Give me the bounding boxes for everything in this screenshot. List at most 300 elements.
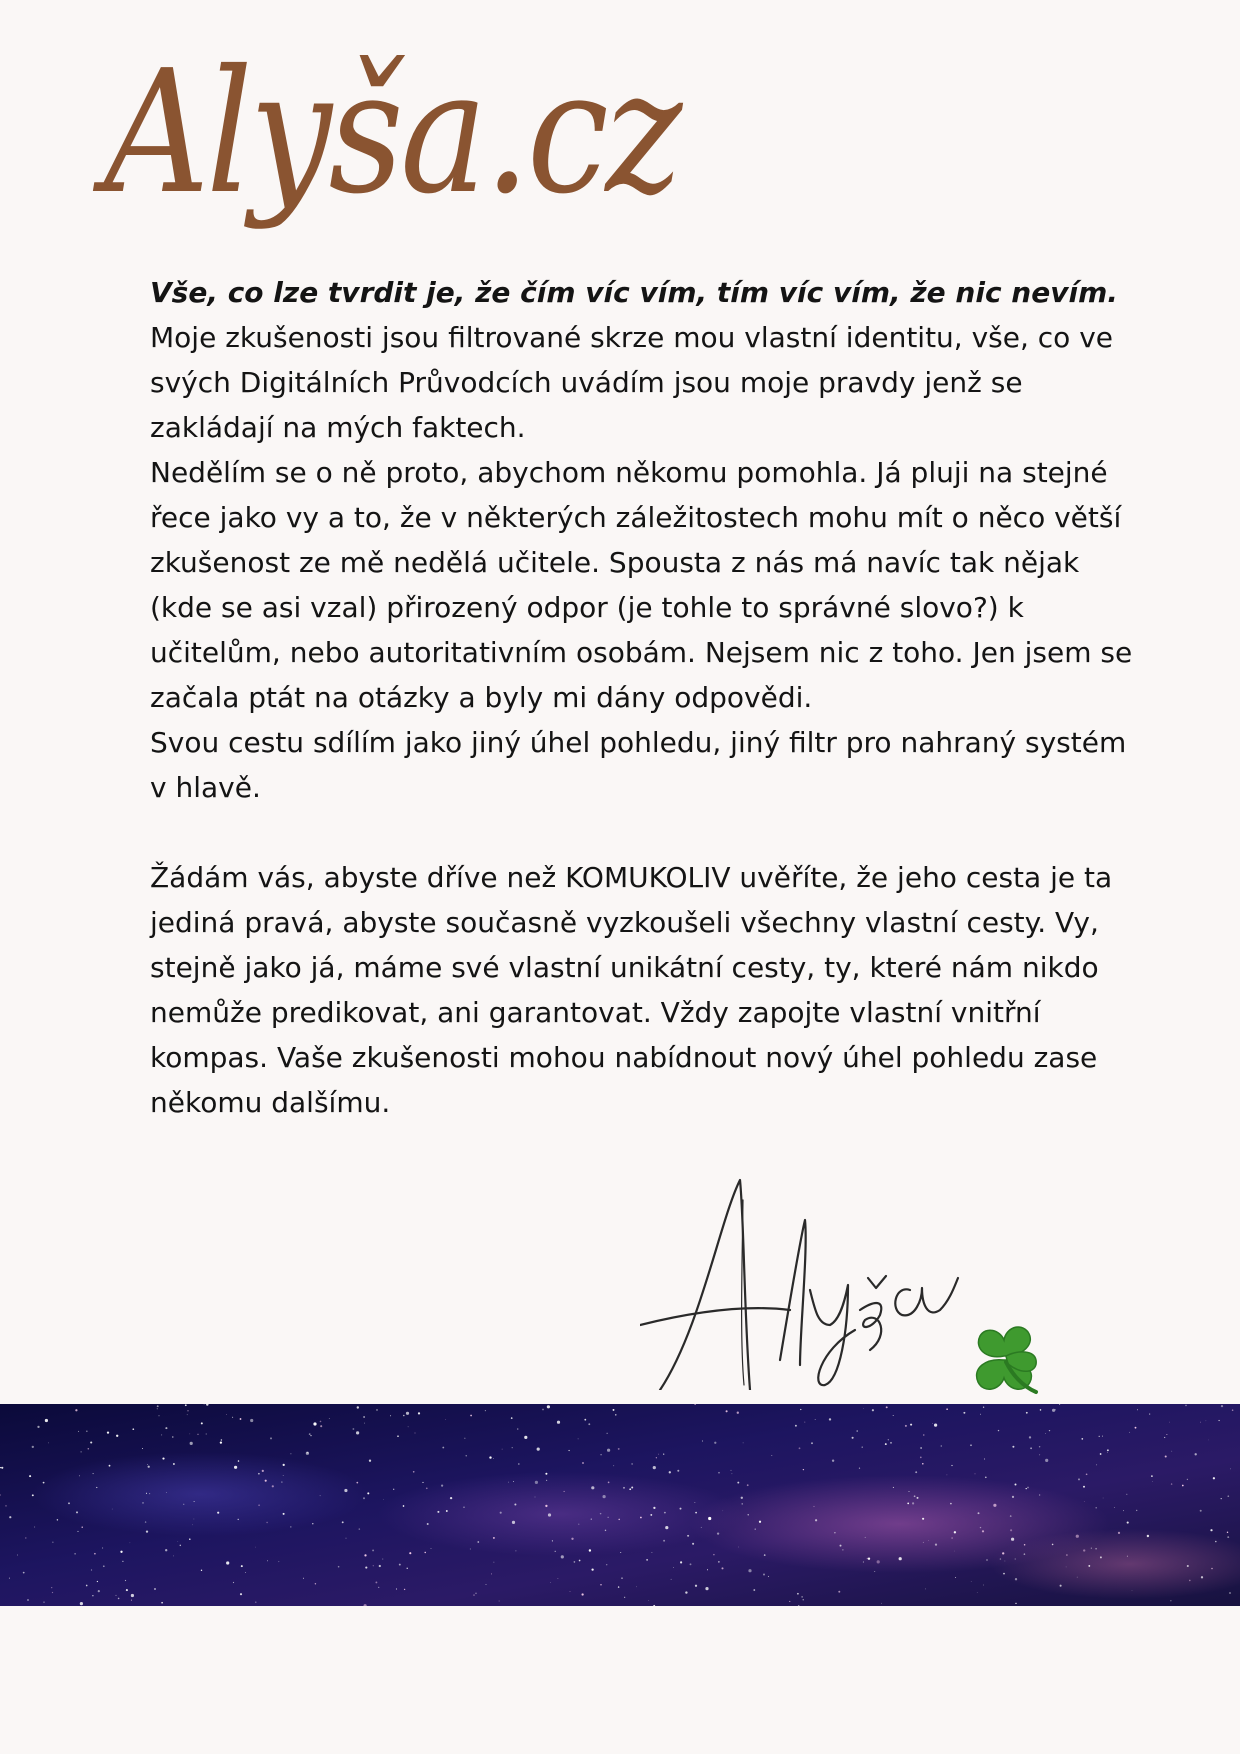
star <box>1040 1409 1042 1411</box>
star <box>1 1467 3 1469</box>
star <box>23 1572 25 1574</box>
star <box>76 1511 78 1513</box>
star <box>1012 1496 1014 1498</box>
star <box>1218 1420 1219 1421</box>
star <box>1011 1538 1014 1541</box>
star <box>872 1409 874 1411</box>
star <box>1096 1465 1097 1466</box>
star <box>714 1442 716 1444</box>
star <box>418 1412 420 1414</box>
star <box>1066 1567 1067 1568</box>
star <box>92 1595 93 1596</box>
star <box>192 1524 193 1525</box>
star <box>653 1466 656 1469</box>
star <box>130 1542 131 1543</box>
star <box>578 1438 579 1439</box>
galaxy-banner <box>0 1404 1240 1606</box>
star <box>396 1588 397 1589</box>
star <box>74 1553 76 1555</box>
star <box>177 1541 178 1542</box>
star <box>320 1425 322 1427</box>
star <box>132 1428 134 1430</box>
star <box>708 1517 711 1520</box>
star <box>307 1452 308 1453</box>
star <box>512 1521 515 1524</box>
star <box>37 1426 39 1428</box>
star <box>713 1554 715 1556</box>
star <box>537 1448 540 1451</box>
star <box>950 1503 952 1505</box>
star <box>798 1605 800 1606</box>
star <box>75 1409 77 1411</box>
star <box>581 1593 583 1595</box>
star <box>189 1434 190 1435</box>
star <box>426 1487 428 1489</box>
star <box>201 1570 202 1571</box>
star <box>801 1596 802 1597</box>
star <box>1213 1477 1215 1479</box>
star <box>315 1583 316 1584</box>
star <box>194 1501 195 1502</box>
star <box>970 1444 972 1446</box>
star <box>738 1547 739 1548</box>
star <box>157 1408 158 1409</box>
star <box>1076 1535 1079 1538</box>
star <box>514 1503 516 1505</box>
star <box>283 1475 284 1476</box>
star <box>142 1502 144 1504</box>
star <box>1171 1451 1172 1452</box>
star <box>217 1512 219 1514</box>
star <box>226 1414 227 1415</box>
star <box>983 1585 984 1586</box>
star <box>375 1581 377 1583</box>
star <box>364 1604 367 1606</box>
star <box>278 1561 279 1562</box>
star <box>886 1406 888 1408</box>
star <box>148 1466 150 1468</box>
star <box>1107 1452 1108 1453</box>
star <box>1169 1422 1170 1423</box>
star <box>88 1448 90 1450</box>
star <box>665 1526 668 1529</box>
star <box>1088 1565 1090 1567</box>
star <box>1095 1507 1097 1509</box>
star <box>0 1467 1 1468</box>
spacer <box>150 810 1150 855</box>
star <box>600 1584 601 1585</box>
star <box>1147 1535 1149 1537</box>
star <box>166 1492 167 1493</box>
star <box>29 1475 31 1477</box>
star <box>27 1599 29 1601</box>
star <box>863 1561 864 1562</box>
star <box>312 1523 313 1524</box>
paragraph: Moje zkušenosti jsou filtrované skrze mou vlastní identitu, vše, co ve svých Digitálních Průvodcích uvádím jsou moje pravdy jenž se zakládají na mých faktech. <box>150 321 1114 444</box>
star <box>1002 1552 1004 1554</box>
star <box>1221 1405 1223 1407</box>
star <box>424 1552 425 1553</box>
star <box>383 1499 384 1500</box>
star <box>1118 1532 1120 1534</box>
star <box>934 1424 937 1427</box>
star <box>120 1551 122 1553</box>
star <box>508 1482 509 1483</box>
star <box>589 1549 591 1551</box>
star <box>1100 1556 1102 1558</box>
star <box>493 1562 494 1563</box>
star <box>885 1443 887 1445</box>
star <box>571 1538 573 1540</box>
star <box>951 1537 953 1539</box>
star <box>238 1519 239 1520</box>
star <box>867 1558 869 1560</box>
star <box>320 1495 321 1496</box>
star <box>52 1592 53 1593</box>
star <box>1049 1430 1050 1431</box>
star <box>197 1434 198 1435</box>
star <box>582 1462 584 1464</box>
star <box>221 1439 222 1440</box>
star <box>172 1436 173 1437</box>
star <box>579 1560 581 1562</box>
star <box>852 1437 854 1439</box>
star <box>116 1595 117 1596</box>
star <box>250 1419 253 1422</box>
paragraph: Nedělím se o ně proto, abychom někomu pomohla. Já pluji na stejné řece jako vy a to, že v některých záležitostech mohu mít o něco větší zkušenost ze mě nedělá učitele. Spousta z nás má navíc tak nějak (kde se asi vzal) přirozený odpor (je tohle to správné slovo?) k učitelům, nebo autoritativním osobám. Nejsem nic z toho. Jen jsem se začala ptát na otázky a byly mi dány odpovědi. <box>150 456 1133 714</box>
star <box>978 1512 980 1514</box>
star <box>1052 1409 1055 1412</box>
star <box>1208 1440 1209 1441</box>
star <box>1227 1495 1229 1497</box>
star <box>414 1432 415 1433</box>
star <box>542 1409 544 1411</box>
star <box>613 1409 615 1411</box>
star <box>932 1423 933 1424</box>
star <box>290 1453 291 1454</box>
star <box>862 1446 863 1447</box>
star <box>51 1587 52 1588</box>
star <box>687 1535 689 1537</box>
star <box>608 1482 610 1484</box>
star <box>624 1597 625 1598</box>
star <box>131 1600 132 1601</box>
star <box>397 1435 399 1437</box>
star <box>1232 1409 1234 1411</box>
star <box>578 1524 579 1525</box>
star <box>489 1456 491 1458</box>
star <box>1052 1544 1054 1546</box>
star <box>97 1581 98 1582</box>
star <box>404 1589 405 1590</box>
star <box>651 1552 652 1553</box>
star <box>5 1505 6 1506</box>
star <box>303 1578 304 1579</box>
star <box>1170 1600 1171 1601</box>
star <box>1084 1501 1085 1502</box>
star <box>1229 1592 1231 1594</box>
star <box>673 1567 674 1568</box>
star <box>893 1415 894 1416</box>
star <box>1137 1409 1138 1410</box>
star <box>204 1404 205 1405</box>
star <box>180 1545 181 1546</box>
star <box>983 1407 984 1408</box>
star <box>743 1443 744 1444</box>
star <box>364 1554 366 1556</box>
star <box>409 1552 411 1554</box>
star <box>1027 1487 1029 1489</box>
star <box>570 1591 571 1592</box>
star <box>1010 1515 1012 1517</box>
star <box>941 1445 942 1446</box>
star <box>77 1531 78 1532</box>
star <box>161 1602 163 1604</box>
star <box>1230 1469 1231 1470</box>
star <box>881 1603 882 1604</box>
star <box>677 1470 679 1472</box>
star <box>608 1517 609 1518</box>
star <box>915 1471 917 1473</box>
star <box>1103 1498 1104 1499</box>
paragraph: Žádám vás, abyste dříve než KOMUKOLIV uvěříte, že jeho cesta je ta jediná pravá, abyste současně vyzkoušeli všechny vlastní cesty. Vy, stejně jako já, máme své vlastní unikátní cesty, ty, které nám nikdo nemůže predikovat, ani garantovat. Vždy zapojte vlastní vnitřní kompas. Vaše zkušenosti mohou nabídnout nový úhel pohledu zase někomu dalšímu. <box>150 861 1113 1119</box>
star <box>648 1600 649 1601</box>
star <box>90 1441 92 1443</box>
star <box>564 1491 565 1492</box>
star <box>464 1438 465 1439</box>
star <box>379 1565 381 1567</box>
star <box>313 1422 316 1425</box>
star <box>815 1419 816 1420</box>
star <box>34 1526 35 1527</box>
star <box>185 1404 187 1406</box>
star <box>658 1454 659 1455</box>
star <box>907 1503 909 1505</box>
star <box>1039 1446 1040 1447</box>
star <box>685 1591 687 1593</box>
star <box>631 1463 632 1464</box>
star <box>928 1540 929 1541</box>
star <box>283 1513 285 1515</box>
star <box>363 1497 365 1499</box>
star <box>623 1487 625 1489</box>
star <box>1060 1585 1062 1587</box>
star <box>535 1497 536 1498</box>
star <box>663 1540 665 1542</box>
star <box>491 1573 492 1574</box>
star <box>680 1508 682 1510</box>
star <box>737 1482 739 1484</box>
star <box>618 1519 620 1521</box>
star <box>1182 1485 1184 1487</box>
star <box>868 1558 870 1560</box>
star <box>427 1523 429 1525</box>
star <box>759 1521 761 1523</box>
star <box>646 1559 648 1561</box>
star <box>1132 1590 1133 1591</box>
star <box>1165 1455 1167 1457</box>
four-leaf-clover-icon <box>956 1310 1056 1410</box>
star <box>811 1442 813 1444</box>
star <box>797 1593 799 1595</box>
star <box>524 1436 527 1439</box>
star <box>1206 1420 1207 1421</box>
star <box>122 1561 123 1562</box>
star <box>393 1489 394 1490</box>
star <box>1166 1434 1167 1435</box>
star <box>201 1422 203 1424</box>
star <box>408 1426 409 1427</box>
star <box>664 1512 666 1514</box>
star <box>267 1560 268 1561</box>
star <box>1083 1549 1085 1551</box>
star <box>690 1563 692 1565</box>
star <box>920 1457 922 1459</box>
star <box>621 1577 622 1578</box>
star <box>620 1552 621 1553</box>
star <box>365 1567 367 1569</box>
star <box>631 1487 633 1489</box>
star <box>618 1586 619 1587</box>
star <box>671 1579 672 1580</box>
star <box>1045 1459 1048 1462</box>
star <box>800 1409 801 1410</box>
star <box>998 1430 999 1431</box>
star <box>32 1446 34 1448</box>
star <box>1152 1481 1153 1482</box>
star <box>618 1448 620 1450</box>
star <box>190 1442 193 1445</box>
star <box>865 1537 866 1538</box>
star <box>80 1602 83 1605</box>
star <box>485 1410 486 1411</box>
star <box>742 1503 743 1504</box>
star <box>1200 1422 1201 1423</box>
star <box>189 1538 191 1540</box>
star <box>382 1559 383 1560</box>
star <box>702 1440 703 1441</box>
star <box>283 1464 285 1466</box>
star <box>57 1519 58 1520</box>
star <box>1024 1553 1026 1555</box>
star <box>555 1551 556 1552</box>
star <box>954 1551 955 1552</box>
star <box>755 1528 756 1529</box>
star <box>80 1451 81 1452</box>
star <box>238 1460 240 1462</box>
star <box>1164 1437 1165 1438</box>
star <box>518 1463 520 1465</box>
star <box>1201 1576 1203 1578</box>
star <box>255 1602 256 1603</box>
star <box>838 1591 840 1593</box>
star <box>834 1532 835 1533</box>
star <box>552 1540 553 1541</box>
star <box>372 1549 374 1551</box>
star <box>502 1449 503 1450</box>
star <box>512 1447 513 1448</box>
star <box>68 1502 70 1504</box>
star <box>1099 1436 1100 1437</box>
star <box>367 1492 369 1494</box>
star <box>407 1568 408 1569</box>
star <box>91 1569 92 1570</box>
star <box>705 1587 708 1590</box>
star <box>1114 1507 1115 1508</box>
star <box>588 1423 590 1425</box>
star <box>726 1410 728 1412</box>
star <box>1091 1548 1092 1549</box>
star <box>240 1418 242 1420</box>
star <box>1003 1573 1005 1575</box>
star <box>378 1587 379 1588</box>
star <box>240 1593 242 1595</box>
star <box>1045 1433 1046 1434</box>
star <box>1195 1453 1197 1455</box>
star <box>232 1417 233 1418</box>
star <box>517 1428 519 1430</box>
star <box>1123 1510 1124 1511</box>
star <box>187 1410 188 1411</box>
star <box>747 1484 749 1486</box>
star <box>1189 1580 1191 1582</box>
star <box>86 1585 88 1587</box>
star <box>272 1485 274 1487</box>
star <box>1015 1578 1017 1580</box>
star <box>1200 1510 1202 1512</box>
star <box>96 1487 97 1488</box>
star <box>680 1561 682 1563</box>
star <box>923 1542 924 1543</box>
star <box>475 1593 477 1595</box>
star <box>656 1457 657 1458</box>
star <box>102 1547 103 1548</box>
star <box>93 1473 94 1474</box>
star <box>116 1435 118 1437</box>
star <box>165 1549 167 1551</box>
star <box>131 1594 134 1597</box>
star <box>1077 1577 1078 1578</box>
star <box>985 1476 987 1478</box>
star <box>548 1513 551 1516</box>
star <box>173 1463 175 1465</box>
star <box>1211 1568 1213 1570</box>
star <box>692 1543 694 1545</box>
star <box>290 1526 292 1528</box>
star <box>909 1491 910 1492</box>
star <box>486 1584 487 1585</box>
star <box>986 1559 987 1560</box>
star <box>925 1589 926 1590</box>
star <box>1221 1498 1222 1499</box>
star <box>842 1549 843 1550</box>
star <box>125 1580 126 1581</box>
star <box>832 1460 834 1462</box>
star <box>206 1433 207 1434</box>
star <box>500 1512 502 1514</box>
star <box>306 1452 309 1455</box>
star <box>813 1506 814 1507</box>
star <box>390 1415 391 1416</box>
star <box>600 1454 602 1456</box>
star <box>717 1532 719 1534</box>
star <box>493 1458 494 1459</box>
star <box>954 1531 956 1533</box>
star <box>154 1588 156 1590</box>
star <box>1107 1449 1109 1451</box>
star <box>513 1481 514 1482</box>
star <box>591 1518 592 1519</box>
